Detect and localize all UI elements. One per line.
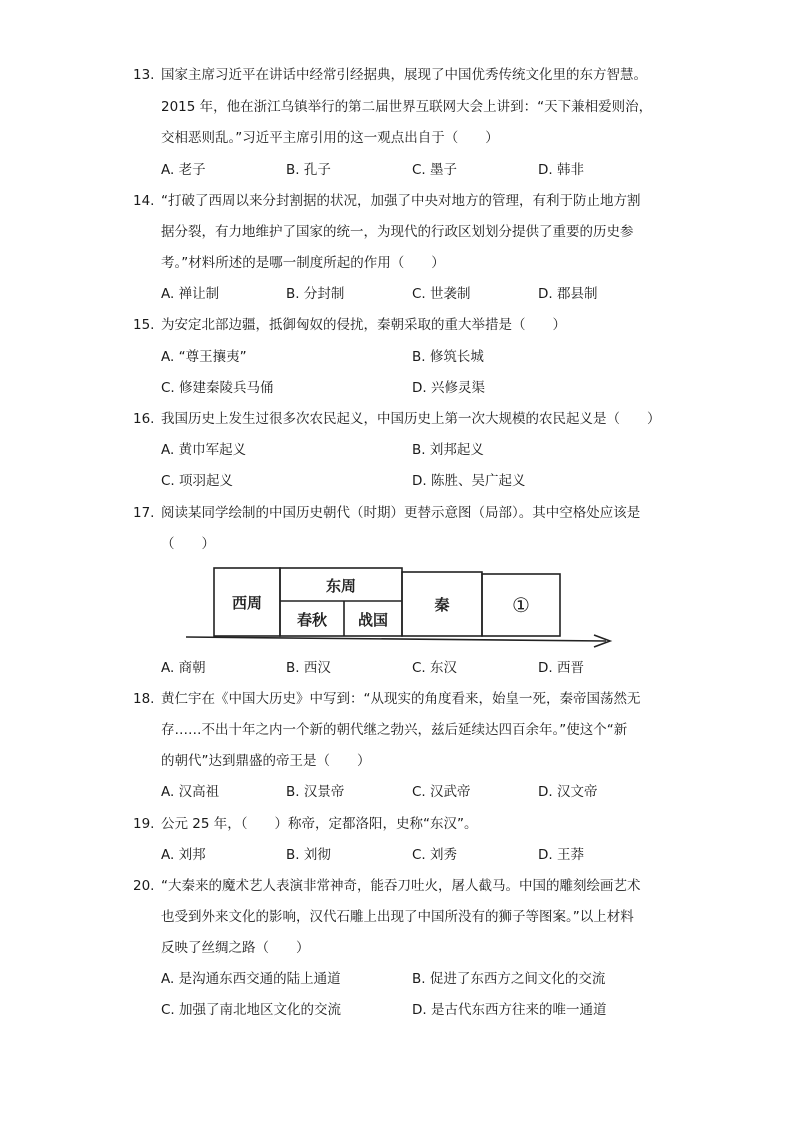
question-14-option-c[interactable]: C. 世袭制 [412,286,471,302]
question-13-option-c[interactable]: C. 墨子 [412,162,458,178]
question-19-option-a[interactable]: A. 刘邦 [161,847,206,863]
question-14-option-a[interactable]: A. 禅让制 [161,286,220,302]
question-18-option-c[interactable]: C. 汉武帝 [412,784,471,800]
question-19-option-b[interactable]: B. 刘彻 [286,847,331,863]
label-dongzhou: 东周 [325,577,357,595]
question-20-option-a[interactable]: A. 是沟通东西交通的陆上通道 [161,971,341,987]
question-15-option-d[interactable]: D. 兴修灵渠 [412,380,485,396]
question-13-option-d[interactable]: D. 韩非 [538,162,584,178]
dynasty-timeline-diagram [186,562,614,652]
question-14-number: 14. [133,193,155,209]
question-13-line-1: 国家主席习近平在讲话中经常引经据典，展现了中国优秀传统文化里的东方智慧。 [161,67,647,83]
question-13-line-2: 2015 年，他在浙江乌镇举行的第二届世界互联网大会上讲到：“天下兼相爱则治， [161,99,653,115]
question-15-number: 15. [133,317,155,333]
question-19-option-d[interactable]: D. 王莽 [538,847,584,863]
question-20-option-b[interactable]: B. 促进了东西方之间文化的交流 [412,971,606,987]
question-17-option-c[interactable]: C. 东汉 [412,660,458,676]
question-20-line-3: 反映了丝绸之路（ ） [161,940,310,956]
question-20-line-2: 也受到外来文化的影响，汉代石雕上出现了中国所没有的狮子等图案。”以上材料 [161,909,634,925]
timeline-arrow [186,637,606,641]
question-18-line-2: 存……不出十年之内一个新的朝代继之勃兴，兹后延续达四百余年。”使这个“新 [161,722,628,738]
question-16-number: 16. [133,411,155,427]
question-17-option-a[interactable]: A. 商朝 [161,660,206,676]
question-17-number: 17. [133,505,155,521]
question-18-number: 18. [133,691,155,707]
question-20-line-1: “大秦来的魔术艺人表演非常神奇，能吞刀吐火，屠人截马。中国的雕刻绘画艺术 [161,878,641,894]
question-20-number: 20. [133,878,155,894]
question-14-line-2: 据分裂，有力地维护了国家的统一，为现代的行政区划划分提供了重要的历史参 [161,224,634,240]
question-18-line-1: 黄仁宇在《中国大历史》中写到：“从现实的角度看来，始皇一死，秦帝国荡然无 [161,691,641,707]
question-20-option-c[interactable]: C. 加强了南北地区文化的交流 [161,1002,342,1018]
question-17-option-b[interactable]: B. 西汉 [286,660,331,676]
question-14-option-d[interactable]: D. 郡县制 [538,286,598,302]
question-14-line-1: “打破了西周以来分封割据的状况，加强了中央对地方的管理，有利于防止地方割 [161,193,641,209]
question-13-option-a[interactable]: A. 老子 [161,162,206,178]
question-16-option-d[interactable]: D. 陈胜、吴广起义 [412,473,526,489]
question-16-line-1: 我国历史上发生过很多次农民起义，中国历史上第一次大规模的农民起义是（ ） [161,411,661,427]
label-chunqiu: 春秋 [296,611,328,629]
question-18-option-d[interactable]: D. 汉文帝 [538,784,598,800]
question-13-option-b[interactable]: B. 孔子 [286,162,331,178]
question-15-option-c[interactable]: C. 修建秦陵兵马俑 [161,380,274,396]
question-16-option-c[interactable]: C. 项羽起义 [161,473,234,489]
question-19-line-1: 公元 25 年，（ ）称帝，定都洛阳，史称“东汉”。 [161,816,478,832]
label-zhanguo: 战国 [357,611,389,629]
question-16-option-a[interactable]: A. 黄巾军起义 [161,442,247,458]
question-20-option-d[interactable]: D. 是古代东西方往来的唯一通道 [412,1002,607,1018]
question-17-line-1: 阅读某同学绘制的中国历史朝代（时期）更替示意图（局部）。其中空格处应该是 [161,505,641,521]
question-15-line-1: 为安定北部边疆，抵御匈奴的侵扰，秦朝采取的重大举措是（ ） [161,317,566,333]
question-16-option-b[interactable]: B. 刘邦起义 [412,442,484,458]
question-17-option-d[interactable]: D. 西晋 [538,660,584,676]
question-14-line-3: 考。”材料所述的是哪一制度所起的作用（ ） [161,255,445,271]
question-13-number: 13. [133,67,155,83]
question-17-line-2: （ ） [161,536,215,552]
label-qin: 秦 [434,596,450,614]
question-18-option-a[interactable]: A. 汉高祖 [161,784,220,800]
question-15-option-a[interactable]: A. “尊王攘夷” [161,349,247,365]
question-15-option-b[interactable]: B. 修筑长城 [412,349,484,365]
question-19-option-c[interactable]: C. 刘秀 [412,847,458,863]
question-13-line-3: 交相恶则乱。”习近平主席引用的这一观点出自于（ ） [161,130,499,146]
label-xizhou: 西周 [231,594,263,612]
question-18-line-3: 的朝代”达到鼎盛的帝王是（ ） [161,753,371,769]
question-14-option-b[interactable]: B. 分封制 [286,286,345,302]
question-18-option-b[interactable]: B. 汉景帝 [286,784,345,800]
label-blank: ① [512,593,530,617]
question-19-number: 19. [133,816,155,832]
